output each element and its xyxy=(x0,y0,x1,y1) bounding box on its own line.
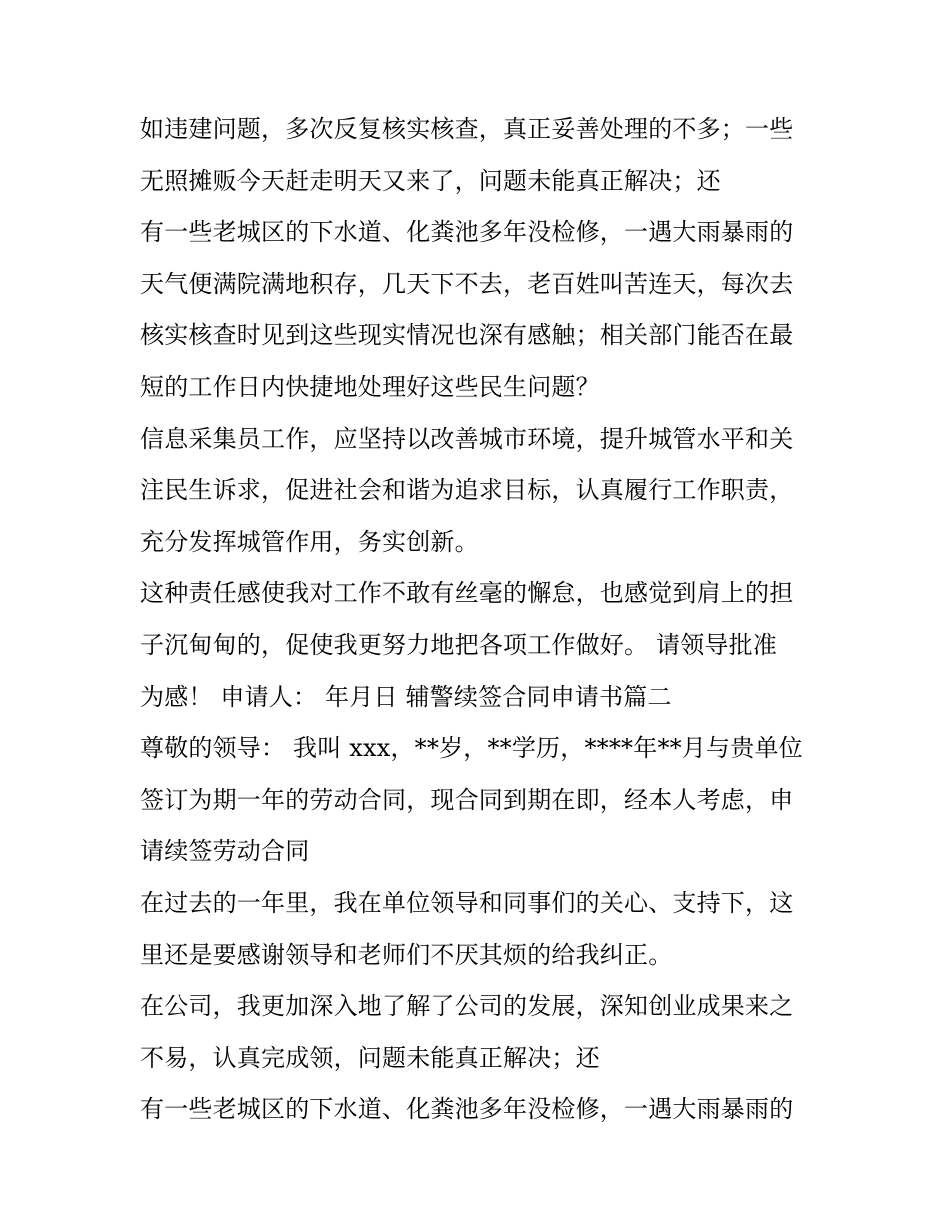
text-line: 不易，认真完成领，问题未能真正解决；还 xyxy=(140,1043,600,1072)
text-line: 这种责任感使我对工作不敢有丝毫的懈怠，也感觉到肩上的担 xyxy=(140,579,794,608)
text-line: 请续签劳动合同 xyxy=(140,837,310,866)
text-line: 充分发挥城管作用，务实创新。 xyxy=(140,527,479,556)
text-line: 短的工作日内快捷地处理好这些民生问题？ xyxy=(140,372,600,401)
text-line: 在过去的一年里，我在单位领导和同事们的关心、支持下，这 xyxy=(140,888,794,917)
text-line: 如违建问题，多次反复核实核查，真正妥善处理的不多；一些 xyxy=(140,115,794,143)
text-line: 签订为期一年的劳动合同，现合同到期在即，经本人考虑，申 xyxy=(140,785,794,814)
text-line: 天气便满院满地积存，几天下不去，老百姓叫苦连天，每次去 xyxy=(140,269,794,298)
text-line: 为感！ 申请人： 年月日 辅警续签合同申请书篇二 xyxy=(140,682,672,711)
text-line: 尊敬的领导： 我叫 xxx，**岁，**学历，****年**月与贵单位 xyxy=(140,734,803,763)
text-line: 信息采集员工作，应坚持以改善城市环境，提升城管水平和关 xyxy=(140,424,794,453)
text-line: 核实核查时见到这些现实情况也深有感触；相关部门能否在最 xyxy=(140,321,794,350)
document-body xyxy=(140,104,830,1136)
text-line: 有一些老城区的下水道、化粪池多年没检修，一遇大雨暴雨的 xyxy=(140,1095,794,1124)
text-line: 无照摊贩今天赶走明天又来了，问题未能真正解决；还 xyxy=(140,166,721,195)
text-line: 有一些老城区的下水道、化粪池多年没检修，一遇大雨暴雨的 xyxy=(140,218,794,247)
text-line: 注民生诉求，促进社会和谐为追求目标，认真履行工作职责， xyxy=(140,476,794,505)
text-line: 在公司，我更加深入地了解了公司的发展，深知创业成果来之 xyxy=(140,992,794,1021)
text-line: 里还是要感谢领导和老师们不厌其烦的给我纠正。 xyxy=(140,940,673,969)
text-line: 子沉甸甸的，促使我更努力地把各项工作做好。 请领导批准 xyxy=(140,630,778,659)
